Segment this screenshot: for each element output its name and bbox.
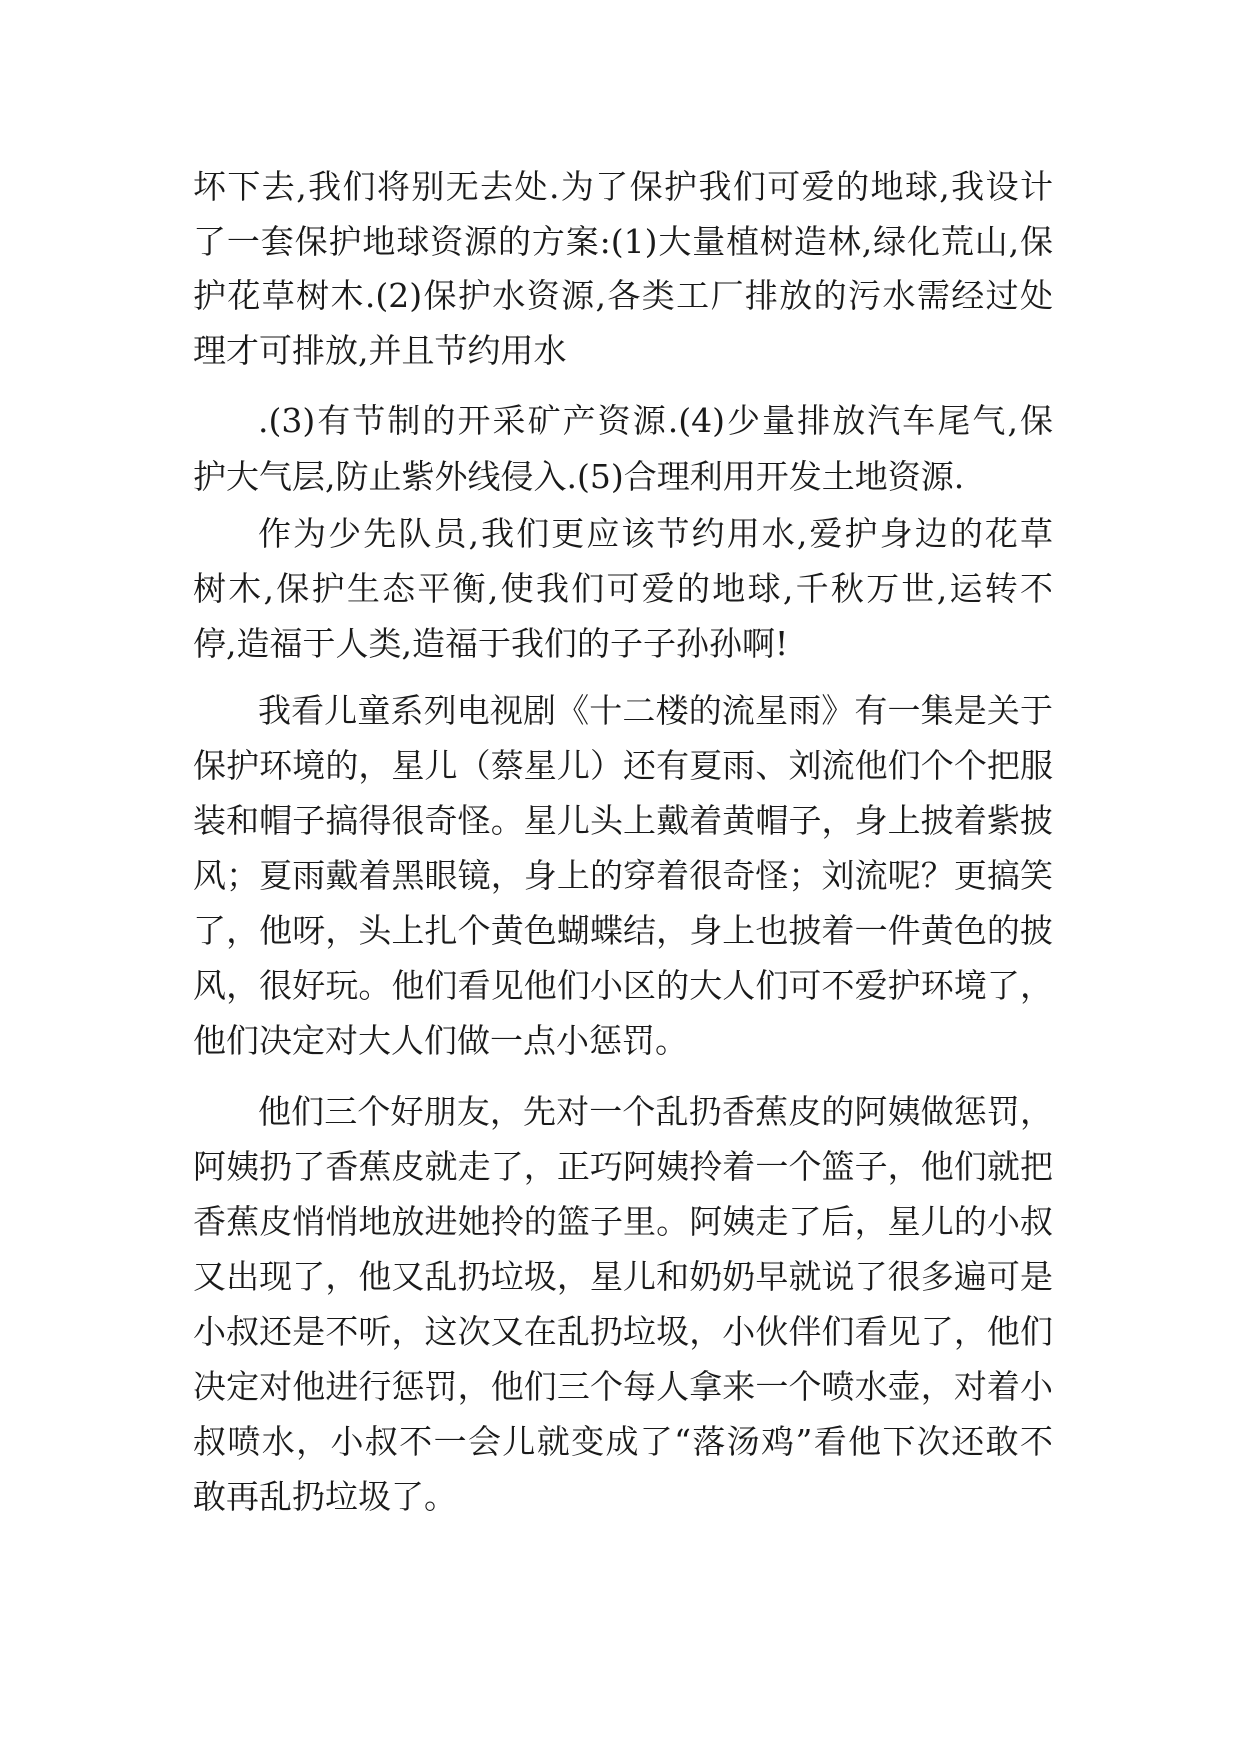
text-line: 他们决定对大人们做一点小惩罚。 bbox=[193, 1021, 688, 1060]
text-line: 理才可排放,并且节约用水 bbox=[193, 331, 567, 370]
text-line: 小叔还是不听，这次又在乱扔垃圾，小伙伴们看见了，他们 bbox=[193, 1312, 1053, 1351]
text-line: 我看儿童系列电视剧《十二楼的流星雨》有一集是关于 bbox=[258, 691, 1053, 730]
text-line: 香蕉皮悄悄地放进她拎的篮子里。阿姨走了后，星儿的小叔 bbox=[193, 1202, 1053, 1241]
text-line: 他们三个好朋友，先对一个乱扔香蕉皮的阿姨做惩罚， bbox=[258, 1092, 1053, 1131]
text-line: 护花草树木.(2)保护水资源,各类工厂排放的污水需经过处 bbox=[193, 276, 1053, 315]
text-line: 坏下去,我们将别无去处.为了保护我们可爱的地球,我设计 bbox=[193, 167, 1053, 206]
text-line: 保护环境的，星儿（蔡星儿）还有夏雨、刘流他们个个把服 bbox=[193, 746, 1053, 785]
text-line: 停,造福于人类,造福于我们的子子孙孙啊! bbox=[193, 624, 789, 663]
text-line: 了，他呀，头上扎个黄色蝴蝶结，身上也披着一件黄色的披 bbox=[193, 911, 1053, 950]
text-line: 作为少先队员,我们更应该节约用水,爱护身边的花草 bbox=[258, 514, 1053, 553]
text-line: .(3)有节制的开采矿产资源.(4)少量排放汽车尾气,保 bbox=[258, 401, 1053, 440]
text-line: 装和帽子搞得很奇怪。星儿头上戴着黄帽子，身上披着紫披 bbox=[193, 801, 1053, 840]
text-line: 风，很好玩。他们看见他们小区的大人们可不爱护环境了， bbox=[193, 966, 1053, 1005]
text-line: 敢再乱扔垃圾了。 bbox=[193, 1477, 457, 1516]
text-line: 又出现了，他又乱扔垃圾，星儿和奶奶早就说了很多遍可是 bbox=[193, 1257, 1053, 1296]
text-line: 了一套保护地球资源的方案:(1)大量植树造林,绿化荒山,保 bbox=[193, 222, 1053, 261]
text-line: 决定对他进行惩罚，他们三个每人拿来一个喷水壶，对着小 bbox=[193, 1367, 1053, 1406]
text-line: 风；夏雨戴着黑眼镜，身上的穿着很奇怪；刘流呢？更搞笑 bbox=[193, 856, 1053, 895]
text-line: 叔喷水，小叔不一会儿就变成了“落汤鸡”看他下次还敢不 bbox=[193, 1422, 1053, 1461]
text-line: 护大气层,防止紫外线侵入.(5)合理利用开发土地资源. bbox=[193, 457, 965, 496]
text-line: 树木,保护生态平衡,使我们可爱的地球,千秋万世,运转不 bbox=[193, 569, 1053, 608]
text-line: 阿姨扔了香蕉皮就走了，正巧阿姨拎着一个篮子，他们就把 bbox=[193, 1147, 1053, 1186]
